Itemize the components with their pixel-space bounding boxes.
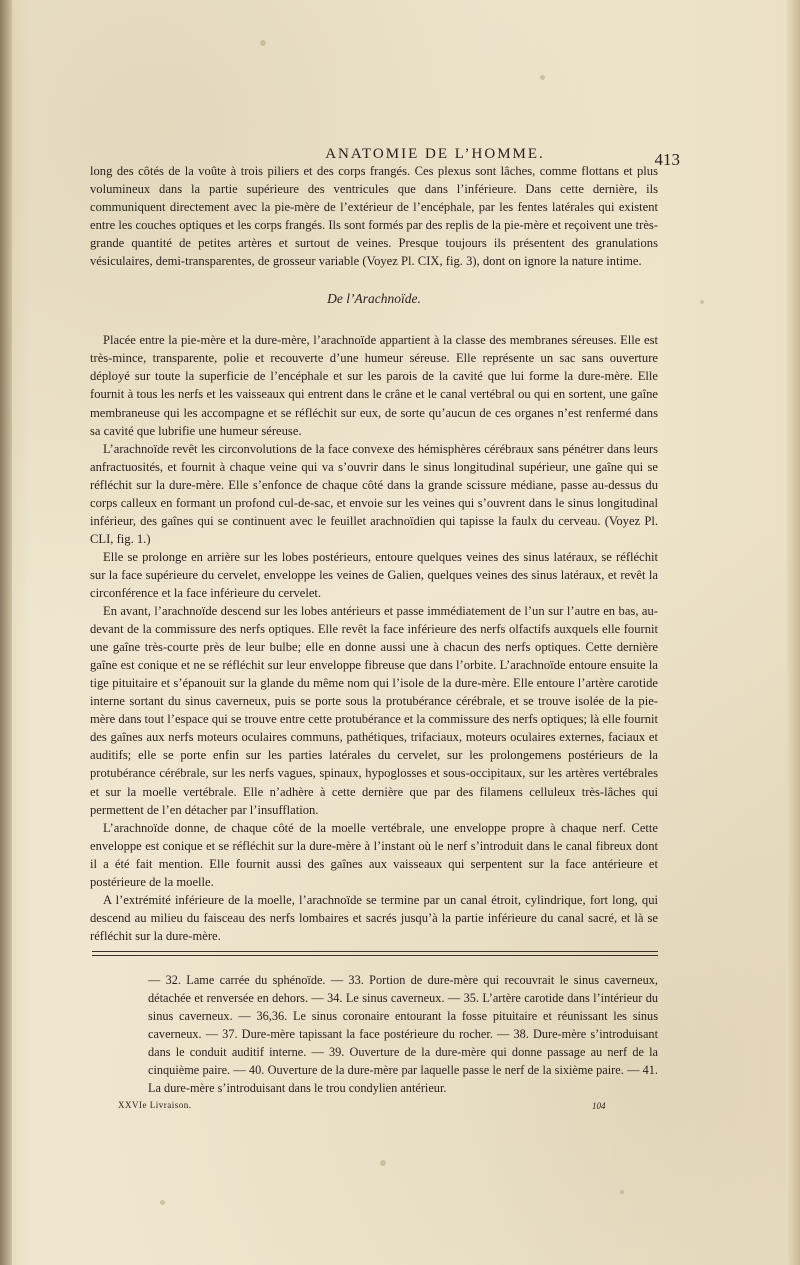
footnote-divider-thin (92, 955, 658, 956)
foxing-spot (700, 300, 704, 304)
foxing-spot (540, 75, 545, 80)
foxing-spot (380, 1160, 386, 1166)
footnote-divider (92, 951, 658, 952)
page-gutter-shadow (0, 0, 12, 1265)
foxing-spot (260, 40, 266, 46)
running-title: ANATOMIE DE L’HOMME. (325, 146, 545, 162)
intro-paragraph: long des côtés de la voûte à trois piliers et des corps frangés. Ces plexus sont lâches, comme flottans et plus volumineux dans la partie supérieure des ventricules que dans l’inférieure. Dans cette dernière, ils communiquent directement avec la pie-mère de l’extérieur de l’encéphale, par les fentes latérales qui existent entre les couches optiques et les corps frangés. Ils sont formés par des replis de la pie-mère et reçoivent une très-grande quantité de petites artères et surtout de veines. Presque toujours ils présentent des granulations vésiculaires, demi-transparentes, de grosseur variable (Voyez Pl. CIX, fig. 3), dont on ignore la nature intime. (90, 164, 658, 269)
paragraph: Placée entre la pie-mère et la dure-mère, l’arachnoïde appartient à la classe des membranes séreuses. Elle est très-mince, transparente, polie et recouverte d’une humeur séreuse. Elle représente un sac sans ouverture déployé sur toute la superficie de l’encéphale et sur les parois de la cavité que lui forme la dure-mère. Elle fournit à tous les nerfs et les vaisseaux qui entrent dans le crâne et le canal vertébral ou qui en sortent, une gaîne membraneuse qui les accompagne et se réfléchit sur eux, de sorte qu’aucun de ces organes n’est renfermé dans sa cavité que lubrifie une humeur séreuse. (90, 333, 658, 438)
plate-legend-footnote: — 32. Lame carrée du sphénoïde. — 33. Portion de dure-mère qui recouvrait le sinus caverneux, détachée et renversée en dehors. — 34. Le sinus caverneux. — 35. L’artère carotide dans l’intérieur du sinus caverneux. — 36,36. Le sinus coronaire entourant la fosse pituitaire et réunissant les sinus caverneux. — 37. Dure-mère tapissant la face postérieure du rocher. — 38. Dure-mère s’introduisant dans le conduit auditif interne. — 39. Ouverture de la dure-mère qui donne passage au nerf de la cinquième paire. — 40. Ouverture de la dure-mère par laquelle passe le nerf de la sixième paire. — 41. La dure-mère s’introduisant dans le trou condylien antérieur. (148, 973, 658, 1095)
page-edge (786, 0, 800, 1265)
signature-mark: 104 (592, 1101, 606, 1111)
paragraph: En avant, l’arachnoïde descend sur les lobes antérieurs et passe immédiatement de l’un sur l’autre en bas, au-devant de la commissure des nerfs optiques. Elle revêt la face inférieure des nerfs olfactifs auxquels elle fournit une gaîne très-courte près de leur bulbe; elle en donne aussi une à chacun des nerfs optiques. Cette dernière gaîne est conique et ne se réfléchit sur leur enveloppe fibreuse que dans l’orbite. L’arachnoïde entoure ensuite la tige pituitaire et s’épanouit sur la glande du même nom qui l’isole de la dure-mère. Elle entoure l’artère carotide interne sortant du sinus caverneux, puis se porte sous la protubérance cérébrale, et se trouve isolée de la pie-mère dans tout l’espace qui se trouve entre cette protubérance et la commissure des nerfs optiques; là elle fournit des gaînes aux nerfs moteurs oculaires communs, pathétiques, trifaciaux, moteurs oculaires externes, faciaux et auditifs; elle se porte enfin sur les parties latérales du cervelet, sur les prolongemens postérieurs de la protubérance cérébrale, sur les nerfs vagues, spinaux, hypoglosses et sous-occipitaux, sur les artères vertébrales et sur la moelle vertébrale. Elle n’adhère à cette dernière que par des filamens celluleux très-lâches qui permettent de l’en détacher par l’insufflation. (90, 604, 658, 817)
section-title: De l’Arachnoïde. (327, 291, 421, 307)
paragraph: L’arachnoïde revêt les circonvolutions de la face convexe des hémisphères cérébraux sans pénétrer dans leurs anfractuosités, et fournit à chaque veine qui va s’ouvrir dans le sinus longitudinal supérieur, une gaîne qui se réfléchit sur la dure-mère. Elle s’enfonce de chaque côté dans la grande scissure médiane, passe au-dessus du corps calleux en formant un profond cul-de-sac, et envoie sur les veines qui s’ouvrent dans le sinus longitudinal inférieur, des gaînes qui se continuent avec le feuillet arachnoïdien qui tapisse la faulx du cerveau. (Voyez Pl. CLI, fig. 1.) (90, 441, 658, 546)
paragraph: Elle se prolonge en arrière sur les lobes postérieurs, entoure quelques veines des sinus latéraux, se réfléchit sur la face supérieure du cervelet, enveloppe les veines de Galien, quelques veines des sinus latéraux, et revêt la circonférence et la face inférieure du cervelet. (90, 549, 658, 600)
foxing-spot (160, 1200, 165, 1205)
livraison-mark: XXVIe Livraison. (118, 1100, 192, 1110)
main-text (90, 162, 658, 945)
page-number: 413 (654, 150, 680, 169)
paragraph: L’arachnoïde donne, de chaque côté de la moelle vertébrale, une enveloppe propre à chaque nerf. Cette enveloppe est conique et se réfléchit sur la dure-mère à l’instant où le nerf s’introduit dans le canal fibreux dont il a été fait mention. Elle fournit aussi des gaînes aux vaisseaux qui serpentent sur la face antérieure et postérieure de la moelle. (90, 820, 658, 889)
paragraph: A l’extrémité inférieure de la moelle, l’arachnoïde se termine par un canal étroit, cylindrique, fort long, qui descend au milieu du faisceau des nerfs lombaires et sacrés jusqu’à la partie inférieure du canal sacré, et là se réfléchit sur la dure-mère. (90, 892, 658, 943)
foxing-spot (620, 1190, 624, 1194)
